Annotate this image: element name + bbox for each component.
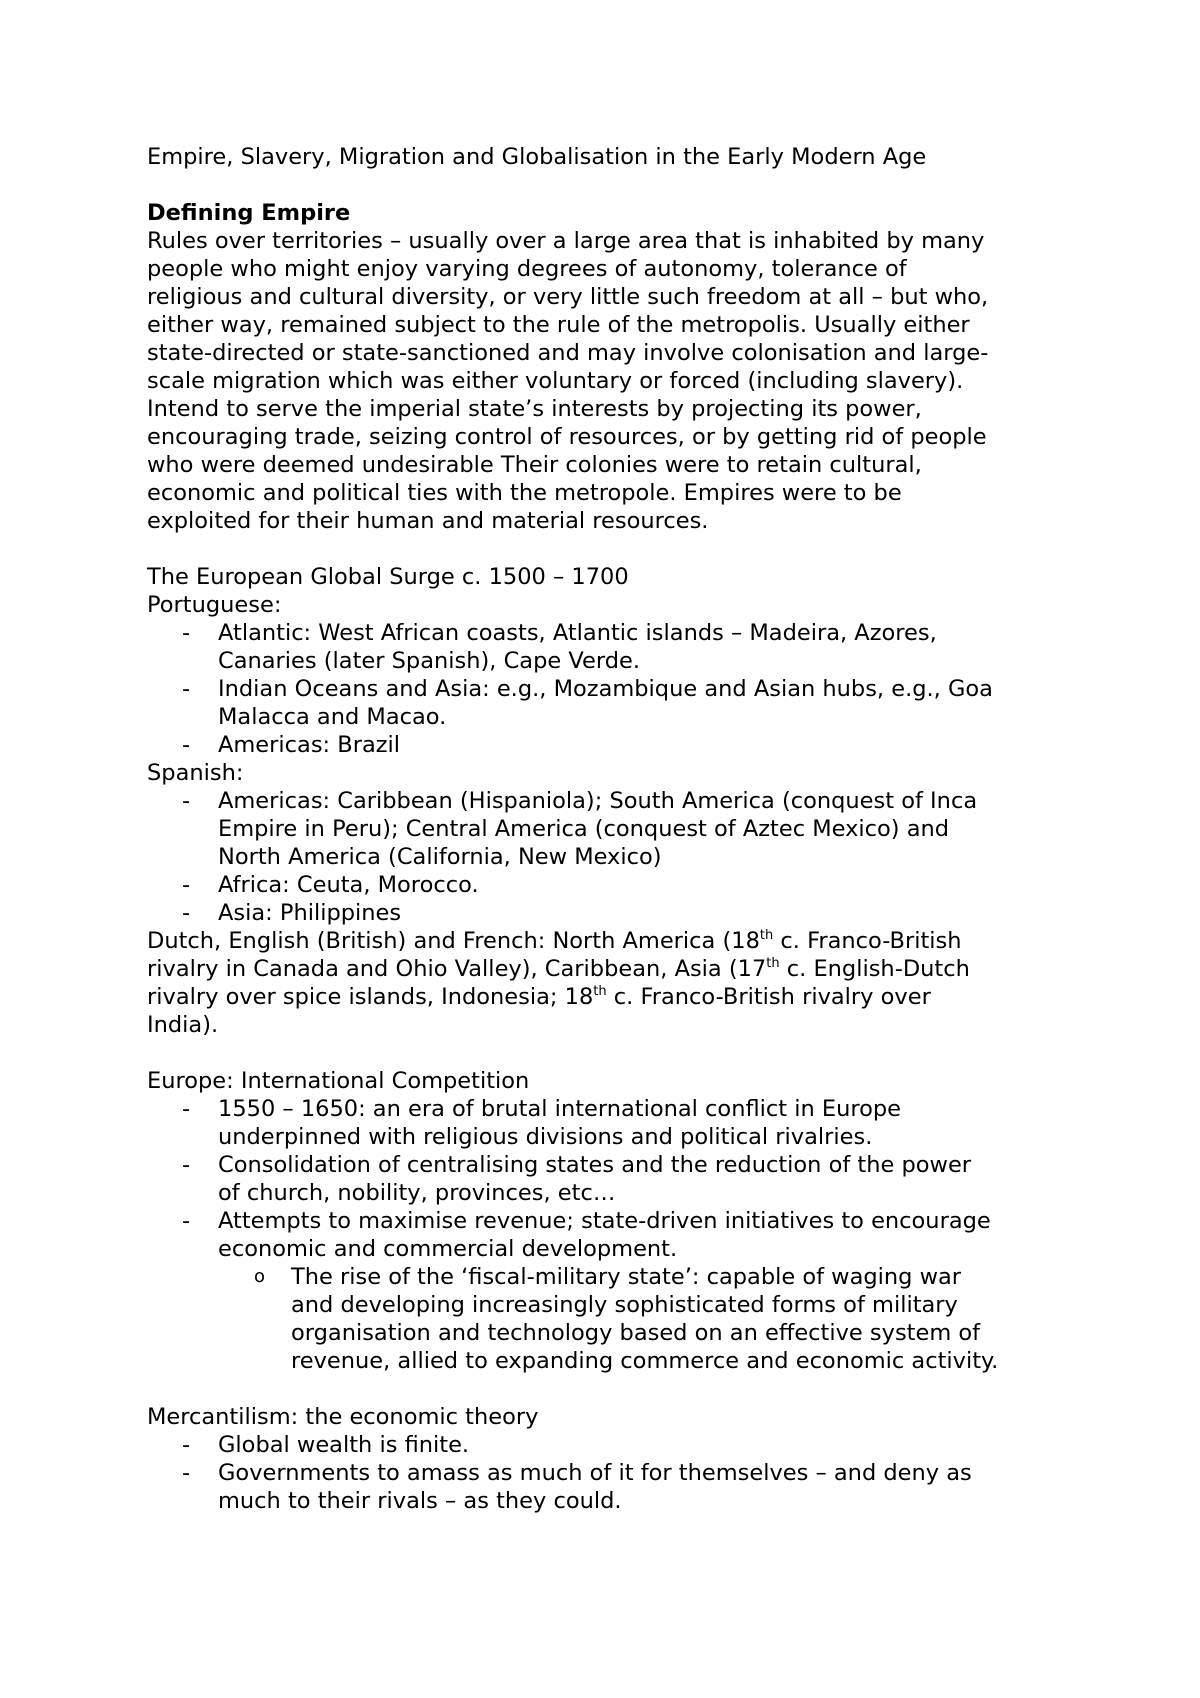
list-item-line: organisation and technology based on an effective system of [291,1320,981,1346]
text-run: c. Franco-British [773,928,962,954]
subheading-portuguese: Portuguese: [147,592,282,618]
dash-bullet: - [182,1432,191,1458]
list-item-line: North America (California, New Mexico) [218,844,662,870]
paragraph-line: encouraging trade, seizing control of resources, or by getting rid of people [147,424,987,450]
list-item-line: Indian Oceans and Asia: e.g., Mozambique and Asian hubs, e.g., Goa [218,676,993,702]
blank-line [147,535,1077,563]
list-item-line: The rise of the ‘fiscal-military state’: capable of waging war [291,1264,962,1290]
text-run: c. English-Dutch [779,956,970,982]
definition-paragraph [147,227,1077,535]
text-run: rivalry over spice islands, Indonesia; 18 [147,984,594,1010]
dash-bullet: - [182,1208,191,1234]
list-item [147,1151,1077,1207]
dash-bullet: - [182,1152,191,1178]
superscript: th [766,956,780,971]
blank-line [147,171,1077,199]
document-title: Empire, Slavery, Migration and Globalisation in the Early Modern Age [147,144,927,170]
paragraph-line [147,927,1077,955]
dash-bullet: - [182,620,191,646]
section-heading-mercantilism: Mercantilism: the economic theory [147,1404,539,1430]
list-item [147,787,1077,871]
list-item [147,675,1077,731]
dash-bullet: - [182,900,191,926]
list-item-line: Americas: Brazil [218,732,401,758]
dash-bullet: - [182,788,191,814]
other-powers-paragraph [147,927,1077,1039]
list-item-line: Asia: Philippines [218,900,402,926]
list-item-line: Attempts to maximise revenue; state-driven initiatives to encourage [218,1208,991,1234]
paragraph-line: who were deemed undesirable Their colonies were to retain cultural, [147,452,922,478]
blank-line [147,1039,1077,1067]
list-item [147,1207,1077,1263]
list-item-line: Consolidation of centralising states and the reduction of the power [218,1152,972,1178]
list-item-line: 1550 – 1650: an era of brutal international conflict in Europe [218,1096,902,1122]
blank-line [147,1375,1077,1403]
list-item-line: Governments to amass as much of it for themselves – and deny as [218,1460,972,1486]
superscript: th [759,928,774,943]
list-item-line: Americas: Caribbean (Hispaniola); South America (conquest of Inca [218,788,978,814]
list-item-line: revenue, allied to expanding commerce and economic activity. [291,1348,999,1374]
text-run: c. Franco-British rivalry over [606,984,931,1010]
list-item [147,899,1077,927]
dash-bullet: - [182,676,191,702]
dash-bullet: - [182,732,191,758]
paragraph-line: scale migration which was either voluntary or forced (including slavery). [147,368,964,394]
paragraph-line: Intend to serve the imperial state’s interests by projecting its power, [147,396,922,422]
paragraph-line [147,983,1077,1011]
paragraph-line [147,955,1077,983]
circle-bullet: o [254,1266,266,1287]
list-item [147,1459,1077,1515]
list-item-line: much to their rivals – as they could. [218,1488,622,1514]
section-heading-global-surge: The European Global Surge c. 1500 – 1700 [147,564,629,590]
list-item-line: economic and commercial development. [218,1236,678,1262]
section-heading-defining-empire: Defining Empire [147,200,351,226]
dash-bullet: - [182,872,191,898]
dash-bullet: - [182,1460,191,1486]
paragraph-line: state-directed or state-sanctioned and may involve colonisation and large- [147,340,989,366]
list-item [147,619,1077,675]
list-item-line: Empire in Peru); Central America (conquest of Aztec Mexico) and [218,816,950,842]
paragraph-line: Rules over territories – usually over a large area that is inhabited by many [147,228,985,254]
list-item-line: Malacca and Macao. [218,704,447,730]
list-item-line: Africa: Ceuta, Morocco. [218,872,479,898]
text-run: rivalry in Canada and Ohio Valley), Caribbean, Asia (17 [147,956,767,982]
list-item [147,1095,1077,1151]
list-item-line: underpinned with religious divisions and political rivalries. [218,1124,873,1150]
list-item [147,871,1077,899]
section-heading-international-competition: Europe: International Competition [147,1068,530,1094]
paragraph-line: either way, remained subject to the rule of the metropolis. Usually either [147,312,970,338]
subheading-spanish: Spanish: [147,760,244,786]
paragraph-line: people who might enjoy varying degrees of autonomy, tolerance of [147,256,907,282]
list-item-line: Canaries (later Spanish), Cape Verde. [218,648,640,674]
list-item-line: Global wealth is finite. [218,1432,470,1458]
paragraph-line: India). [147,1012,219,1038]
superscript: th [593,984,607,999]
list-item-line: Atlantic: West African coasts, Atlantic islands – Madeira, Azores, [218,620,937,646]
document-page [147,143,1077,1515]
paragraph-line: exploited for their human and material resources. [147,508,709,534]
paragraph-line: economic and political ties with the metropole. Empires were to be [147,480,902,506]
nested-list-item [147,1263,1077,1375]
list-item-line: of church, nobility, provinces, etc… [218,1180,616,1206]
paragraph-line: religious and cultural diversity, or very little such freedom at all – but who, [147,284,989,310]
dash-bullet: - [182,1096,191,1122]
text-run: Dutch, English (British) and French: North America (18 [147,928,760,954]
list-item [147,731,1077,759]
list-item [147,1431,1077,1459]
list-item-line: and developing increasingly sophisticated forms of military [291,1292,958,1318]
